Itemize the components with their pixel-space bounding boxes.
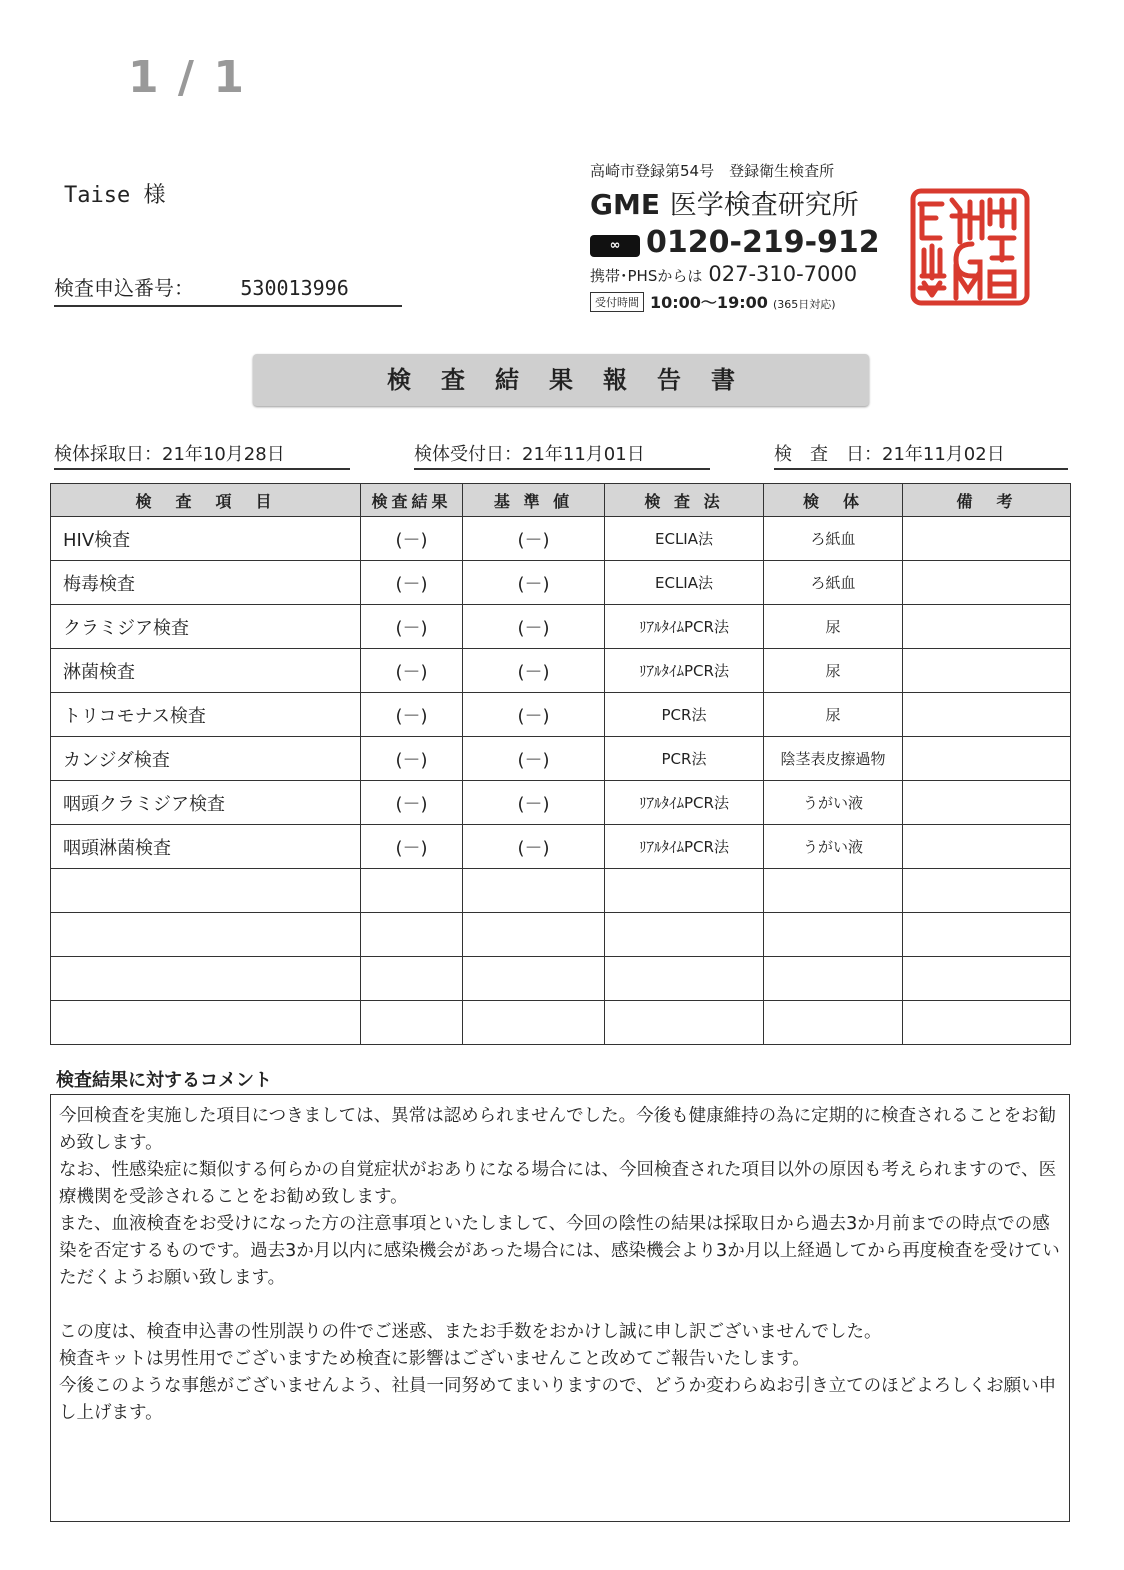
reference-value: (－) [463, 693, 605, 737]
header-item: 検 査 項 目 [51, 484, 361, 517]
specimen: ろ紙血 [764, 561, 903, 605]
test-method: ﾘｱﾙﾀｲﾑPCR法 [605, 649, 764, 693]
application-number-label: 検査申込番号： [54, 276, 194, 300]
table-header-row [51, 484, 1071, 517]
comment-paragraph: 今回検査を実施した項目につきましては、異常は認められませんでした。今後も健康維持の為に定期的に検査されることをお勧め致します。 [59, 1106, 1057, 1153]
collection-date: 検体採取日：21年10月28日 [54, 440, 350, 470]
test-result: (－) [361, 649, 463, 693]
table-row [51, 517, 1071, 561]
remarks [903, 825, 1071, 869]
received-date: 検体受付日：21年11月01日 [414, 440, 710, 470]
reference-value: (－) [463, 605, 605, 649]
mobile-number: 027-310-7000 [708, 262, 858, 286]
header-method: 検 査 法 [605, 484, 764, 517]
test-result: (－) [361, 693, 463, 737]
report-title: 検査結果報告書 [387, 366, 765, 394]
table-row [51, 781, 1071, 825]
test-method: ﾘｱﾙﾀｲﾑPCR法 [605, 825, 764, 869]
empty-row [51, 957, 1071, 1001]
comment-paragraph: なお、性感染症に類似する何らかの自覚症状がおありになる場合には、今回検査された項目以外の原因も考えられますので、医療機関を受診されることをお勧め致します。 [59, 1160, 1057, 1207]
hours-label: 受付時間 [590, 292, 644, 312]
exam-date: 検 査 日：21年11月02日 [774, 440, 1068, 470]
table-row [51, 605, 1071, 649]
test-item: 咽頭クラミジア検査 [51, 781, 361, 825]
table-row [51, 825, 1071, 869]
reference-value: (－) [463, 825, 605, 869]
test-item: トリコモナス検査 [51, 693, 361, 737]
specimen: 尿 [764, 693, 903, 737]
empty-row [51, 1001, 1071, 1045]
header-result: 検査結果 [361, 484, 463, 517]
specimen: 尿 [764, 649, 903, 693]
freedial-icon: ∞ [590, 235, 640, 257]
page-indicator: 1 / 1 [128, 52, 246, 103]
test-item: クラミジア検査 [51, 605, 361, 649]
empty-row [51, 913, 1071, 957]
remarks [903, 649, 1071, 693]
test-item: 梅毒検査 [51, 561, 361, 605]
specimen: 陰茎表皮擦過物 [764, 737, 903, 781]
comment-paragraph: また、血液検査をお受けになった方の注意事項といたしまして、今回の陰性の結果は採取日から過去3か月前までの時点での感染を否定するものです。過去3か月以内に感染機会があった場合には、感染機会より3か月以上経過してから再度検査を受けていただくようお願い致します。 [59, 1214, 1060, 1288]
remarks [903, 605, 1071, 649]
test-result: (－) [361, 561, 463, 605]
test-item: カンジダ検査 [51, 737, 361, 781]
specimen: うがい液 [764, 781, 903, 825]
test-method: ﾘｱﾙﾀｲﾑPCR法 [605, 781, 764, 825]
comment-paragraph: 検査キットは男性用でございますため検査に影響はございませんこと改めてご報告いたします。 [59, 1349, 810, 1369]
test-method: ﾘｱﾙﾀｲﾑPCR法 [605, 605, 764, 649]
reference-value: (－) [463, 649, 605, 693]
lab-name [590, 187, 880, 224]
hours-note: (365日対応) [772, 298, 836, 311]
lab-info [590, 160, 880, 313]
patient-name-text: Taise [64, 183, 131, 208]
header-specimen: 検 体 [764, 484, 903, 517]
header-remarks: 備 考 [903, 484, 1071, 517]
specimen: うがい液 [764, 825, 903, 869]
reference-value: (－) [463, 517, 605, 561]
patient-name [64, 178, 166, 209]
remarks [903, 517, 1071, 561]
hours-time: 10:00〜19:00 [650, 293, 768, 312]
remarks [903, 561, 1071, 605]
reference-value: (－) [463, 561, 605, 605]
test-item: 咽頭淋菌検査 [51, 825, 361, 869]
mobile-contact [590, 262, 880, 286]
lab-registration: 高崎市登録第54号 登録衛生検査所 [590, 162, 835, 180]
report-title-bar [253, 354, 869, 406]
test-result: (－) [361, 517, 463, 561]
test-item: HIV検査 [51, 517, 361, 561]
test-method: ECLIA法 [605, 561, 764, 605]
test-result: (－) [361, 737, 463, 781]
test-method: PCR法 [605, 737, 764, 781]
table-row [51, 561, 1071, 605]
company-seal-icon [910, 188, 1030, 306]
remarks [903, 693, 1071, 737]
lab-brand: GME [590, 188, 660, 221]
honorific: 様 [143, 183, 166, 208]
results-table [50, 483, 1071, 1045]
table-row [51, 649, 1071, 693]
comment-paragraph: この度は、検査申込書の性別誤りの件でご迷惑、またお手数をおかけし誠に申し訳ございませんでした。 [59, 1322, 882, 1342]
test-item: 淋菌検査 [51, 649, 361, 693]
freedial [590, 224, 880, 262]
remarks [903, 781, 1071, 825]
reference-value: (－) [463, 737, 605, 781]
test-result: (－) [361, 825, 463, 869]
comment-title: 検査結果に対するコメント [56, 1070, 272, 1091]
remarks [903, 737, 1071, 781]
application-number [54, 272, 402, 307]
test-method: ECLIA法 [605, 517, 764, 561]
freedial-number: 0120-219-912 [646, 225, 880, 260]
table-row [51, 737, 1071, 781]
specimen: 尿 [764, 605, 903, 649]
mobile-label: 携帯･PHSからは [590, 267, 703, 285]
test-result: (－) [361, 605, 463, 649]
empty-row [51, 869, 1071, 913]
application-number-value: 530013996 [240, 276, 349, 300]
reception-hours [590, 290, 880, 313]
header-reference: 基 準 値 [463, 484, 605, 517]
test-result: (－) [361, 781, 463, 825]
test-method: PCR法 [605, 693, 764, 737]
specimen: ろ紙血 [764, 517, 903, 561]
comment-paragraph: 今後このような事態がございませんよう、社員一同努めてまいりますので、どうか変わらぬお引き立てのほどよろしくお願い申し上げます。 [59, 1376, 1057, 1423]
reference-value: (－) [463, 781, 605, 825]
comment-box [50, 1094, 1070, 1522]
table-row [51, 693, 1071, 737]
lab-name-rest: 医学検査研究所 [669, 190, 859, 221]
